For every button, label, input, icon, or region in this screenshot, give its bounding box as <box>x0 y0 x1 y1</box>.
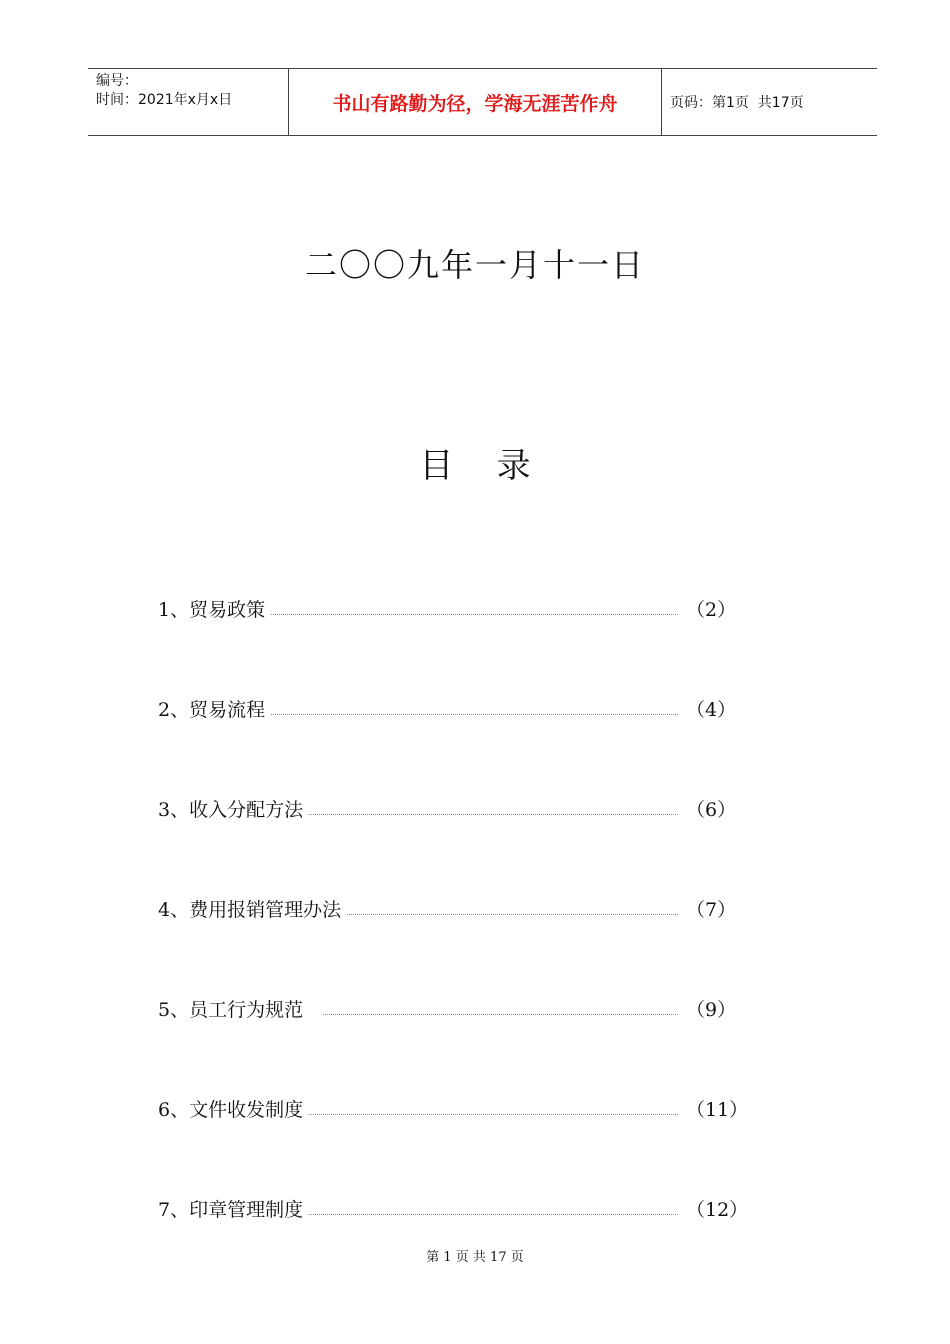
header-motto: 书山有路勤为径，学海无涯苦作舟 <box>288 69 662 135</box>
toc-item-number: 7、 <box>158 1199 190 1221</box>
toc-dot-leader <box>323 1013 678 1015</box>
header-page-info: 页码：第1页 共17页 <box>670 95 804 111</box>
toc-item-number: 4、 <box>158 899 190 921</box>
toc-item[interactable] <box>158 1090 749 1122</box>
header-table <box>88 68 877 136</box>
toc-item-number: 3、 <box>158 799 190 821</box>
toc-item-number: 5、 <box>158 999 190 1021</box>
toc-item[interactable] <box>158 590 738 622</box>
toc-item-label: 贸易政策 <box>189 599 266 621</box>
toc-item[interactable] <box>158 990 738 1022</box>
toc-dot-leader <box>309 1113 678 1115</box>
toc-item-page: （11） <box>686 1099 749 1121</box>
toc-item-page: （6） <box>686 799 737 821</box>
date-title: 二〇〇九年一月十一日 <box>304 246 645 284</box>
toc-item-page: （7） <box>686 899 737 921</box>
toc-item-page: （9） <box>686 999 737 1021</box>
toc-item-page: （2） <box>686 599 737 621</box>
toc-dot-leader <box>271 613 678 615</box>
toc-title: 目 录 <box>419 446 531 486</box>
toc-item-number: 2、 <box>158 699 190 721</box>
toc-item-number: 6、 <box>158 1099 190 1121</box>
toc-item-number: 1、 <box>158 599 190 621</box>
toc-dot-leader <box>271 713 678 715</box>
header-meta <box>88 69 288 135</box>
toc-item[interactable] <box>158 690 738 722</box>
toc-dot-leader <box>347 913 678 915</box>
toc-item[interactable] <box>158 1190 749 1222</box>
toc-item[interactable] <box>158 790 738 822</box>
page-footer: 第 1 页 共 17 页 <box>426 1250 524 1265</box>
document-number-label: 编号： <box>96 73 138 89</box>
toc-item-label: 印章管理制度 <box>189 1199 304 1221</box>
toc-item-label: 贸易流程 <box>189 699 266 721</box>
toc-item-label: 文件收发制度 <box>189 1099 304 1121</box>
toc-item-page: （4） <box>686 699 737 721</box>
toc-item-label: 收入分配方法 <box>189 799 304 821</box>
toc-item[interactable] <box>158 890 738 922</box>
toc-dot-leader <box>309 813 678 815</box>
toc-item-label: 费用报销管理办法 <box>189 899 342 921</box>
toc-item-page: （12） <box>686 1199 749 1221</box>
toc-item-label: 员工行为规范 <box>189 999 304 1021</box>
document-time-label: 时间：2021年x月x日 <box>96 92 233 108</box>
toc-dot-leader <box>309 1213 678 1215</box>
